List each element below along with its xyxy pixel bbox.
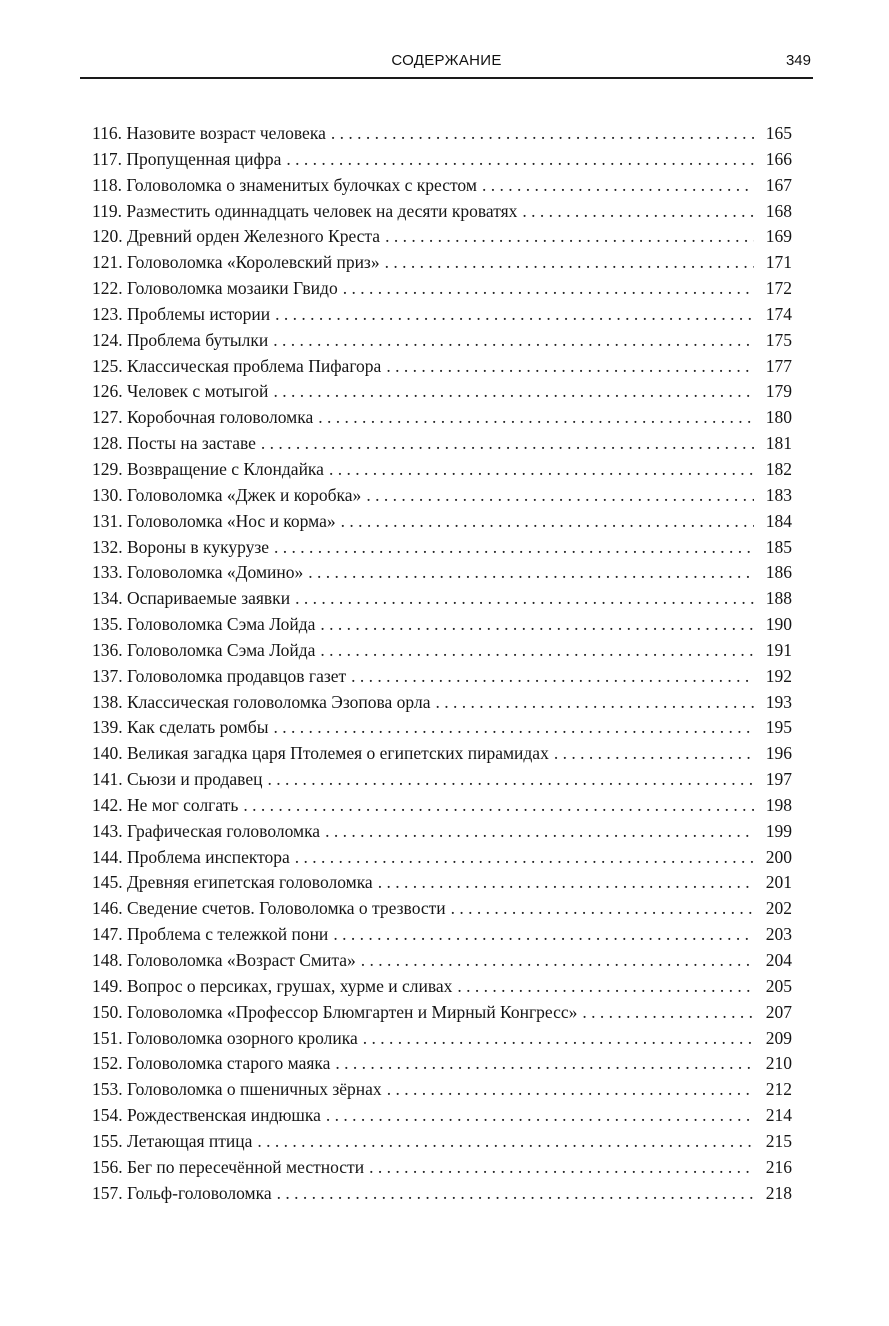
toc-entry-title: 149. Вопрос о персиках, грушах, хурме и сливах xyxy=(92,974,457,1000)
dot-leader xyxy=(369,1155,754,1181)
toc-entry xyxy=(92,147,792,173)
dot-leader xyxy=(554,741,754,767)
dot-leader xyxy=(286,147,754,173)
toc-entry-title: 138. Классическая головоломка Эзопова орла xyxy=(92,690,435,716)
dot-leader xyxy=(482,173,754,199)
dot-leader xyxy=(435,690,754,716)
toc-entry-title: 141. Сьюзи и продавец xyxy=(92,767,267,793)
toc-entry-title: 156. Бег по пересечённой местности xyxy=(92,1155,369,1181)
dot-leader xyxy=(387,1077,754,1103)
toc-entry-page: 177 xyxy=(765,355,792,376)
toc-entry xyxy=(92,121,792,147)
toc-entry-page: 179 xyxy=(765,381,792,402)
toc-entry-title: 155. Летающая птица xyxy=(92,1129,257,1155)
toc-entry-page: 191 xyxy=(765,639,792,660)
toc-entry-title: 128. Посты на заставе xyxy=(92,431,261,457)
toc-entry-page: 188 xyxy=(765,588,792,609)
toc-entry xyxy=(92,586,792,612)
toc-entry-title: 124. Проблема бутылки xyxy=(92,328,273,354)
toc-entry-title: 123. Проблемы истории xyxy=(92,302,275,328)
toc-entry-page: 174 xyxy=(765,303,792,324)
dot-leader xyxy=(267,767,754,793)
toc-entry-page: 195 xyxy=(765,717,792,738)
toc-entry-title: 122. Головоломка мозаики Гвидо xyxy=(92,276,343,302)
dot-leader xyxy=(274,535,754,561)
toc-entry-page: 202 xyxy=(765,898,792,919)
toc-entry-title: 127. Коробочная головоломка xyxy=(92,405,318,431)
toc-entry-title: 152. Головоломка старого маяка xyxy=(92,1051,335,1077)
toc-entry-page: 185 xyxy=(765,536,792,557)
dot-leader xyxy=(277,1181,754,1207)
toc-entry-title: 118. Головоломка о знаменитых булочках с крестом xyxy=(92,173,482,199)
toc-entry xyxy=(92,767,792,793)
toc-entry xyxy=(92,457,792,483)
toc-entry-title: 116. Назовите возраст человека xyxy=(92,121,331,147)
toc-entry-page: 190 xyxy=(765,614,792,635)
toc-entry xyxy=(92,1129,792,1155)
toc-entry xyxy=(92,250,792,276)
toc-entry-title: 153. Головоломка о пшеничных зёрнах xyxy=(92,1077,387,1103)
toc-entry xyxy=(92,819,792,845)
dot-leader xyxy=(343,276,754,302)
dot-leader xyxy=(366,483,754,509)
toc-entry-page: 171 xyxy=(765,252,792,273)
toc-entry-title: 117. Пропущенная цифра xyxy=(92,147,286,173)
dot-leader xyxy=(261,431,754,457)
toc-entry-page: 209 xyxy=(765,1027,792,1048)
toc-entry xyxy=(92,741,792,767)
toc-entry-title: 143. Графическая головоломка xyxy=(92,819,325,845)
toc-entry-title: 121. Головоломка «Королевский приз» xyxy=(92,250,385,276)
toc-entry-title: 140. Великая загадка царя Птолемея о египетских пирамидах xyxy=(92,741,554,767)
toc-entry xyxy=(92,715,792,741)
toc-entry-title: 148. Головоломка «Возраст Смита» xyxy=(92,948,361,974)
dot-leader xyxy=(451,896,754,922)
toc-entry-page: 204 xyxy=(765,950,792,970)
toc-entry xyxy=(92,638,792,664)
toc-entry xyxy=(92,1051,792,1077)
toc-entry-title: 135. Головоломка Сэма Лойда xyxy=(92,612,320,638)
toc-entry-title: 126. Человек с мотыгой xyxy=(92,379,273,405)
toc-entry-title: 139. Как сделать ромбы xyxy=(92,715,273,741)
dot-leader xyxy=(385,224,754,250)
toc-entry-page: 186 xyxy=(765,562,792,583)
toc-entry xyxy=(92,535,792,561)
toc-entry xyxy=(92,509,792,535)
toc-entry-page: 182 xyxy=(765,458,792,479)
dot-leader xyxy=(257,1129,754,1155)
dot-leader xyxy=(275,302,754,328)
toc-entry-page: 216 xyxy=(765,1156,792,1177)
dot-leader xyxy=(582,1000,754,1026)
toc-entry-page: 184 xyxy=(765,510,792,531)
dot-leader xyxy=(320,638,754,664)
dot-leader xyxy=(329,457,754,483)
toc-entry xyxy=(92,173,792,199)
toc-entry xyxy=(92,1181,792,1207)
toc-entry-page: 215 xyxy=(765,1130,792,1151)
toc-entry xyxy=(92,896,792,922)
toc-entry-page: 210 xyxy=(765,1053,792,1074)
toc-entry xyxy=(92,690,792,716)
toc-entry xyxy=(92,560,792,586)
toc-entry-title: 132. Вороны в кукурузе xyxy=(92,535,274,561)
toc-entry xyxy=(92,483,792,509)
dot-leader xyxy=(378,870,754,896)
dot-leader xyxy=(457,974,754,1000)
toc-entry-page: 201 xyxy=(765,872,792,893)
toc-entry xyxy=(92,922,792,948)
toc-entry xyxy=(92,793,792,819)
toc-entry-page: 200 xyxy=(765,846,792,867)
toc-entry-page: 192 xyxy=(765,665,792,686)
toc-entry-page: 181 xyxy=(765,433,792,454)
toc-entry xyxy=(92,664,792,690)
toc-entry-page: 196 xyxy=(765,743,792,764)
toc-entry-page: 165 xyxy=(765,123,792,143)
toc-entry-page: 199 xyxy=(765,820,792,841)
dot-leader xyxy=(335,1051,754,1077)
dot-leader xyxy=(273,715,754,741)
toc-entry-page: 168 xyxy=(765,200,792,221)
toc-entry-title: 120. Древний орден Железного Креста xyxy=(92,224,385,250)
dot-leader xyxy=(385,250,754,276)
toc-entry-page: 212 xyxy=(765,1079,792,1100)
page-number: 349 xyxy=(785,52,811,69)
toc-entry-title: 154. Рождественская индюшка xyxy=(92,1103,326,1129)
toc-entry-title: 144. Проблема инспектора xyxy=(92,845,295,871)
toc-entry xyxy=(92,1026,792,1052)
toc-entry xyxy=(92,1155,792,1181)
toc-entry xyxy=(92,405,792,431)
toc-entry-page: 183 xyxy=(765,484,792,505)
toc-entry xyxy=(92,354,792,380)
dot-leader xyxy=(243,793,754,819)
toc-entry-title: 137. Головоломка продавцов газет xyxy=(92,664,351,690)
toc-entry-title: 150. Головоломка «Профессор Блюмгартен и Мирный Конгресс» xyxy=(92,1000,582,1026)
toc-entry-page: 197 xyxy=(765,769,792,790)
dot-leader xyxy=(351,664,754,690)
toc-entry-page: 198 xyxy=(765,794,792,815)
dot-leader xyxy=(273,379,754,405)
toc-entry-page: 218 xyxy=(765,1182,792,1203)
toc-entry-page: 169 xyxy=(765,226,792,247)
toc-entry-title: 125. Классическая проблема Пифагора xyxy=(92,354,386,380)
toc-entry xyxy=(92,199,792,225)
toc-entry-title: 145. Древняя египетская головоломка xyxy=(92,870,378,896)
toc-entry-page: 180 xyxy=(765,407,792,428)
toc-entry-page: 203 xyxy=(765,924,792,945)
toc-entry xyxy=(92,612,792,638)
dot-leader xyxy=(318,405,754,431)
toc-entry xyxy=(92,1077,792,1103)
toc-entry-title: 131. Головоломка «Нос и корма» xyxy=(92,509,341,535)
toc-entry-page: 167 xyxy=(765,174,792,195)
toc-entry-title: 142. Не мог солгать xyxy=(92,793,243,819)
dot-leader xyxy=(295,845,754,871)
toc-entry-title: 134. Оспариваемые заявки xyxy=(92,586,295,612)
toc-entry-title: 119. Разместить одиннадцать человек на десяти кроватях xyxy=(92,199,522,225)
dot-leader xyxy=(522,199,754,225)
toc-entry-page: 193 xyxy=(765,691,792,712)
dot-leader xyxy=(333,922,754,948)
toc-entry-page: 172 xyxy=(765,278,792,299)
toc-entry xyxy=(92,276,792,302)
dot-leader xyxy=(331,121,754,147)
toc-entry-page: 207 xyxy=(765,1001,792,1022)
toc-entry xyxy=(92,1103,792,1129)
toc-entry-page: 214 xyxy=(765,1105,792,1126)
dot-leader xyxy=(273,328,754,354)
toc-entry-page: 166 xyxy=(765,148,792,169)
dot-leader xyxy=(308,560,754,586)
running-header xyxy=(80,50,813,79)
toc-entry xyxy=(92,328,792,354)
toc-entry-title: 157. Гольф-головоломка xyxy=(92,1181,277,1207)
toc-entry-title: 129. Возвращение с Клондайка xyxy=(92,457,329,483)
dot-leader xyxy=(326,1103,754,1129)
toc-entry-page: 205 xyxy=(765,975,792,996)
dot-leader xyxy=(320,612,754,638)
toc-entry-title: 130. Головоломка «Джек и коробка» xyxy=(92,483,366,509)
dot-leader xyxy=(341,509,754,535)
toc-entry-title: 147. Проблема с тележкой пони xyxy=(92,922,333,948)
toc-entry xyxy=(92,302,792,328)
dot-leader xyxy=(295,586,754,612)
toc-entry xyxy=(92,948,792,974)
table-of-contents xyxy=(92,121,792,1206)
toc-entry xyxy=(92,379,792,405)
toc-entry xyxy=(92,870,792,896)
toc-entry xyxy=(92,224,792,250)
dot-leader xyxy=(363,1026,754,1052)
dot-leader xyxy=(325,819,754,845)
toc-entry-title: 151. Головоломка озорного кролика xyxy=(92,1026,363,1052)
dot-leader xyxy=(361,948,754,974)
toc-entry xyxy=(92,974,792,1000)
dot-leader xyxy=(386,354,754,380)
toc-entry-title: 136. Головоломка Сэма Лойда xyxy=(92,638,320,664)
toc-entry xyxy=(92,431,792,457)
toc-entry xyxy=(92,1000,792,1026)
toc-entry-title: 133. Головоломка «Домино» xyxy=(92,560,308,586)
toc-entry-title: 146. Сведение счетов. Головоломка о трезвости xyxy=(92,896,451,922)
section-title: СОДЕРЖАНИЕ xyxy=(391,52,502,69)
toc-entry xyxy=(92,845,792,871)
toc-entry-page: 175 xyxy=(765,329,792,350)
